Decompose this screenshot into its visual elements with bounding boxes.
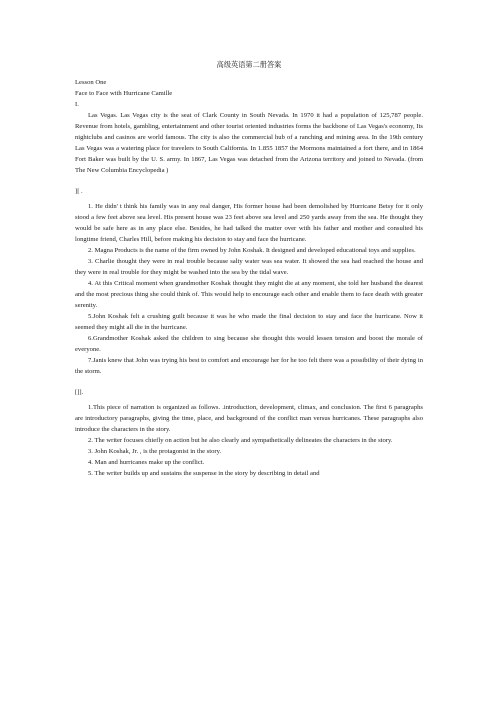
document-title: 高级英语第二册答案 xyxy=(216,61,282,69)
lesson-title: Face to Face with Hurricane Camille xyxy=(75,90,173,97)
section-1-paragraph: Las Vegas. Las Vegas city is the seat of Clark County in South Nevada. In 1970 it had a population of 125,787 people. Revenue from hotels, gambling, entertainment and other tourist oriented industries forms the backbone of Las Vegas's economy, Its nightclubs and casinos are world famous. The city is also the commercial hub of a ranching and mining area. In the 19th century Las Vegas was a watering place for travelers to South California. In 1.855 1857 the Mormons maintained a fort there, and in 1864 Fort Baker was built by the U. S. army. In 1867, Las Vegas was detached from the Arizona territory and joined to Nevada. (from The New Columbia Encyclopedia ) xyxy=(75,112,423,174)
section-2-item: 1. He didn' t think his family was in any real danger, His former house had been demolished by Hurricane Betsy for it only stood a few feet above sea level. His present house was 23 feet above sea level and 250 yards away from the sea. He thought they would be safe here as in any place else. Besides, he had talked the matter over with his father and mother and consulted his longtime friend, Charles Hill, before making his decision to stay and face the hurricane. xyxy=(75,203,423,243)
document-page xyxy=(75,60,423,479)
section-2-item: 6.Grandmother Koshak asked the children to sing because she thought this would lessen tension and boost the morale of everyone. xyxy=(75,335,423,353)
section-1-label: I. xyxy=(75,101,79,108)
section-2-item: 4. At this Critical moment when grandmother Koshak thought they might die at any moment, she told her husband the dearest and the most precious thing she could think of. This would help to encourage each other and enable them to face death with greater serenity. xyxy=(75,280,423,309)
section-2-item: 2. Magna Products is the name of the firm owned by John Koshak. It designed and developed educational toys and supplies. xyxy=(88,247,416,254)
section-3-item: 5. The writer builds up and sustains the suspense in the story by describing in detail and xyxy=(88,470,320,477)
section-2-item: 7.Janis knew that John was trying his best to comfort and encourage her for he too felt there was a possibility of their dying in the storm. xyxy=(75,357,423,375)
section-3-item: 3. John Koshak, Jr. , is the protagonist in the story. xyxy=(88,448,222,455)
section-3-item: 4. Man and hurricanes make up the conflict. xyxy=(88,459,205,466)
section-3-item: 2. The writer focuses chiefly on action but he also clearly and sympathetically delineates the characters in the story. xyxy=(88,437,393,444)
section-2-item: 3. Charlie thought they were in real trouble because salty water was sea water. It showed the sea had reached the house and they were in real trouble for they might be washed into the sea by the tidal wave. xyxy=(75,258,423,276)
section-2-label: ][ . xyxy=(75,188,83,195)
section-3-label: []]. xyxy=(75,389,84,396)
lesson-label: Lesson One xyxy=(75,79,107,86)
section-2-item: 5.John Koshak felt a crushing guilt because it was he who made the final decision to stay and face the hurricane. Now it seemed they might all die in the hurricane. xyxy=(75,313,423,331)
section-3-item: 1.This piece of narration is organized as follows. .introduction, development, climax, and conclusion. The first 6 paragraphs are introductory paragraphs, giving the time, place, and background of the conflict man versus hurricanes. These paragraphs also introduce the characters in the story. xyxy=(75,404,423,433)
